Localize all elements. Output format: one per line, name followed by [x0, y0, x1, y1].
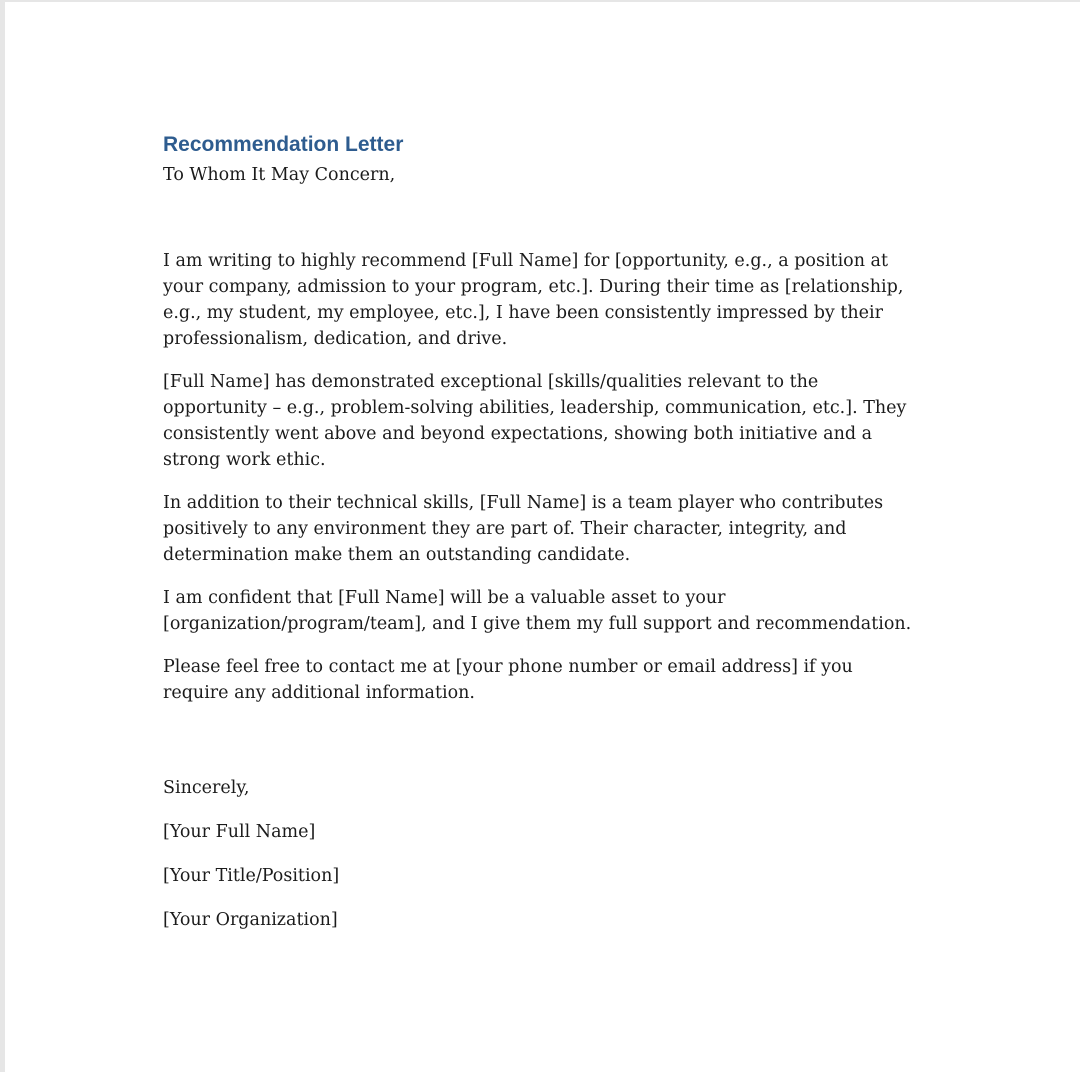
letter-body	[163, 130, 923, 951]
paragraph-5: Please feel free to contact me at [your phone number or email address] if you require any additional information.	[163, 657, 853, 703]
letter-title: Recommendation Letter	[163, 133, 404, 156]
closing: Sincerely,	[163, 778, 250, 798]
spacer	[163, 723, 923, 775]
signature-title: [Your Title/Position]	[163, 866, 340, 886]
paragraph-3: In addition to their technical skills, [Full Name] is a team player who contributes positively to any environment they are part of. Their character, integrity, and determination make them an outstanding candidate.	[163, 493, 884, 565]
paragraph-2: [Full Name] has demonstrated exceptional [skills/qualities relevant to the opportunity – e.g., problem-solving abilities, leadership, communication, etc.]. They consistently went above and beyond expectations, showing both initiative and a strong work ethic.	[163, 372, 907, 470]
paragraph-4: I am confident that [Full Name] will be a valuable asset to your [organization/program/team], and I give them my full support and recommendation.	[163, 588, 912, 634]
paragraph-1: I am writing to highly recommend [Full Name] for [opportunity, e.g., a position at your company, admission to your program, etc.]. During their time as [relationship, e.g., my student, my employee, etc.], I have been consistently impressed by their professionalism, dedication, and drive.	[163, 251, 904, 349]
signature-organization: [Your Organization]	[163, 910, 338, 930]
signature-name: [Your Full Name]	[163, 822, 316, 842]
salutation: To Whom It May Concern,	[163, 165, 396, 185]
spacer	[163, 190, 923, 248]
